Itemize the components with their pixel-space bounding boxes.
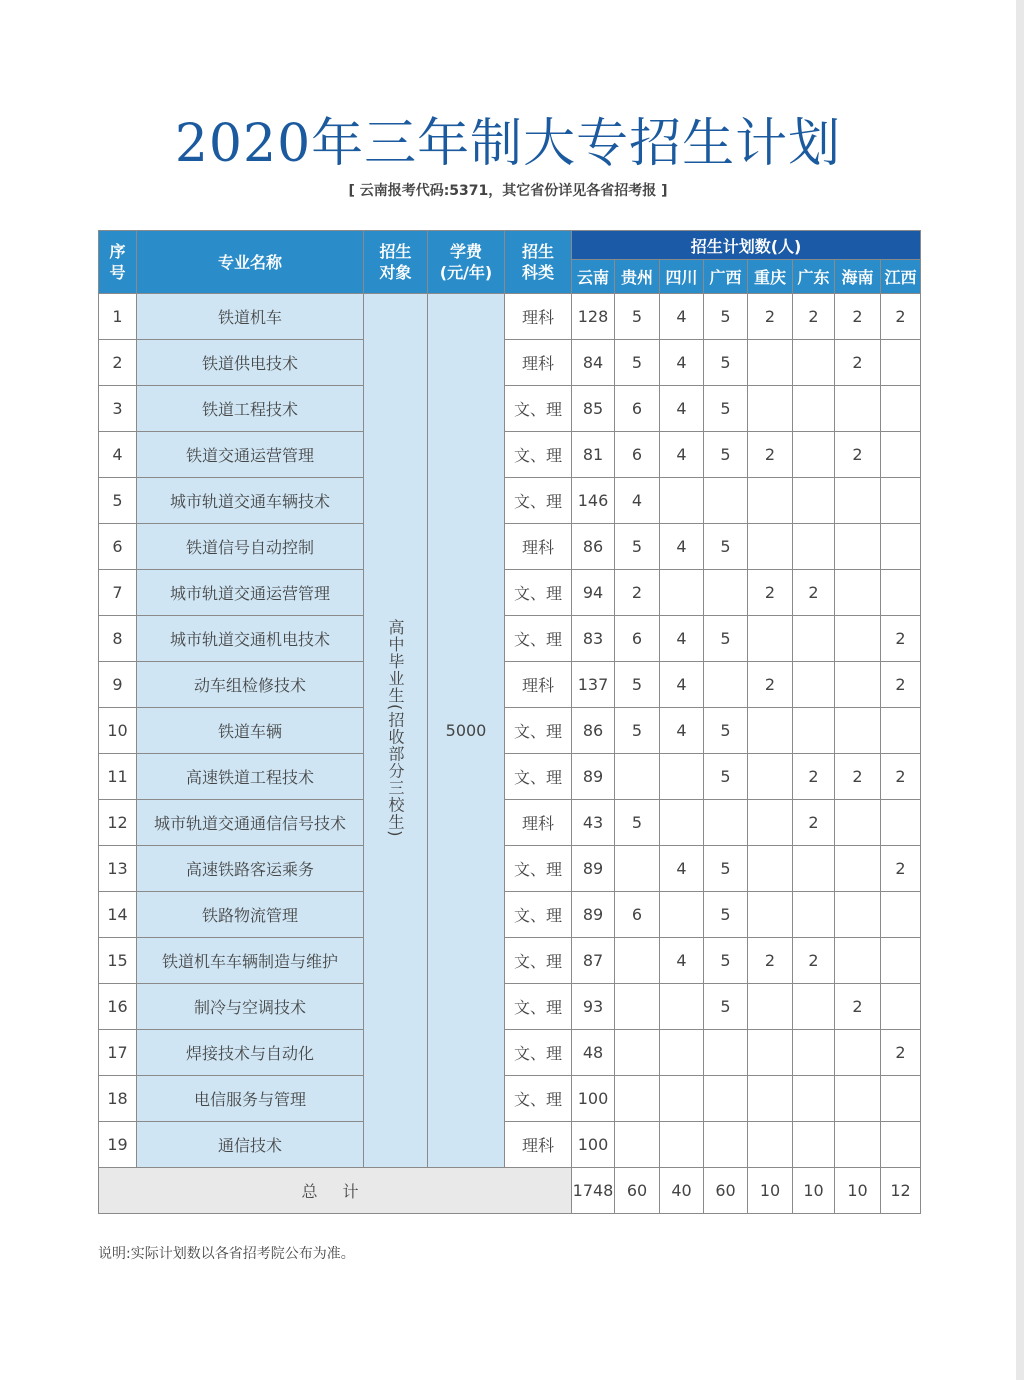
subject-category: 文、理	[505, 892, 572, 938]
plan-count	[660, 570, 704, 616]
row-number: 4	[99, 432, 137, 478]
major-name: 铁路物流管理	[137, 892, 364, 938]
plan-count: 5	[704, 708, 748, 754]
major-name: 高速铁路客运乘务	[137, 846, 364, 892]
plan-count	[881, 938, 921, 984]
header-province: 广东	[793, 260, 835, 294]
plan-count	[615, 1076, 660, 1122]
plan-count	[748, 340, 793, 386]
row-number: 5	[99, 478, 137, 524]
row-number: 13	[99, 846, 137, 892]
row-number: 9	[99, 662, 137, 708]
table-row	[99, 1122, 921, 1168]
plan-count	[660, 800, 704, 846]
plan-count: 5	[704, 294, 748, 340]
plan-count: 2	[793, 800, 835, 846]
plan-count: 6	[615, 386, 660, 432]
plan-count: 89	[572, 846, 615, 892]
row-number: 2	[99, 340, 137, 386]
major-name: 通信技术	[137, 1122, 364, 1168]
footnote: 说明:实际计划数以各省招考院公布为准。	[98, 1246, 355, 1262]
plan-count: 4	[660, 432, 704, 478]
subject-category: 文、理	[505, 938, 572, 984]
plan-count	[835, 1076, 881, 1122]
plan-count: 85	[572, 386, 615, 432]
subject-category: 理科	[505, 800, 572, 846]
plan-count: 5	[704, 938, 748, 984]
plan-count	[835, 524, 881, 570]
plan-count: 2	[881, 662, 921, 708]
plan-count: 100	[572, 1122, 615, 1168]
plan-count: 5	[615, 800, 660, 846]
plan-count	[660, 754, 704, 800]
plan-count	[881, 708, 921, 754]
plan-count: 5	[615, 340, 660, 386]
subject-category: 文、理	[505, 478, 572, 524]
plan-count: 2	[835, 340, 881, 386]
plan-count: 2	[748, 432, 793, 478]
subject-category: 文、理	[505, 616, 572, 662]
plan-count	[881, 1076, 921, 1122]
plan-count	[615, 1030, 660, 1076]
plan-count	[704, 662, 748, 708]
tuition-fee: 5000	[428, 294, 505, 1168]
plan-count	[793, 340, 835, 386]
plan-count	[660, 1030, 704, 1076]
plan-count: 87	[572, 938, 615, 984]
plan-count: 86	[572, 524, 615, 570]
plan-count	[835, 892, 881, 938]
subject-category: 文、理	[505, 1076, 572, 1122]
subject-category: 文、理	[505, 386, 572, 432]
plan-count: 4	[660, 524, 704, 570]
major-name: 城市轨道交通车辆技术	[137, 478, 364, 524]
plan-count	[748, 524, 793, 570]
major-name: 铁道机车车辆制造与维护	[137, 938, 364, 984]
plan-count	[748, 892, 793, 938]
subject-category: 文、理	[505, 570, 572, 616]
table-row	[99, 524, 921, 570]
header-province: 江西	[881, 260, 921, 294]
major-name: 电信服务与管理	[137, 1076, 364, 1122]
subject-category: 理科	[505, 524, 572, 570]
table-row	[99, 662, 921, 708]
table-row	[99, 1030, 921, 1076]
header-province: 广西	[704, 260, 748, 294]
total-count: 12	[881, 1168, 921, 1214]
plan-count	[881, 570, 921, 616]
plan-count: 5	[704, 754, 748, 800]
plan-count	[615, 1122, 660, 1168]
total-count: 40	[660, 1168, 704, 1214]
plan-count	[793, 892, 835, 938]
plan-count	[881, 386, 921, 432]
row-number: 1	[99, 294, 137, 340]
plan-count	[704, 1076, 748, 1122]
plan-count: 2	[793, 570, 835, 616]
subject-category: 文、理	[505, 984, 572, 1030]
table-row	[99, 754, 921, 800]
table-row	[99, 432, 921, 478]
subject-category: 文、理	[505, 432, 572, 478]
header-plan-group: 招生计划数(人)	[572, 231, 921, 260]
plan-count: 5	[704, 892, 748, 938]
plan-count: 6	[615, 616, 660, 662]
plan-count: 6	[615, 892, 660, 938]
subject-category: 理科	[505, 294, 572, 340]
plan-count	[660, 1076, 704, 1122]
plan-count	[793, 708, 835, 754]
header-fee: 学费 (元/年)	[428, 231, 505, 294]
plan-count: 4	[660, 340, 704, 386]
header-category: 招生 科类	[505, 231, 572, 294]
plan-count	[835, 616, 881, 662]
plan-count: 94	[572, 570, 615, 616]
major-name: 铁道车辆	[137, 708, 364, 754]
plan-count	[748, 386, 793, 432]
row-number: 7	[99, 570, 137, 616]
page-title: 2020年三年制大专招生计划	[174, 114, 842, 174]
table-row	[99, 386, 921, 432]
major-name: 高速铁道工程技术	[137, 754, 364, 800]
plan-count	[748, 708, 793, 754]
plan-count: 4	[660, 708, 704, 754]
major-name: 铁道信号自动控制	[137, 524, 364, 570]
total-count: 60	[615, 1168, 660, 1214]
plan-count	[835, 662, 881, 708]
page-edge	[1016, 0, 1024, 1380]
plan-count	[615, 938, 660, 984]
plan-count	[704, 570, 748, 616]
plan-count: 84	[572, 340, 615, 386]
subject-category: 理科	[505, 340, 572, 386]
header-province: 云南	[572, 260, 615, 294]
plan-count: 4	[660, 846, 704, 892]
plan-count: 2	[881, 1030, 921, 1076]
major-name: 焊接技术与自动化	[137, 1030, 364, 1076]
row-number: 16	[99, 984, 137, 1030]
plan-count: 86	[572, 708, 615, 754]
table-row	[99, 984, 921, 1030]
plan-count	[793, 984, 835, 1030]
row-number: 11	[99, 754, 137, 800]
plan-count	[835, 846, 881, 892]
header-province: 四川	[660, 260, 704, 294]
total-row	[99, 1168, 921, 1214]
plan-count	[881, 892, 921, 938]
table-row	[99, 1076, 921, 1122]
plan-count	[881, 800, 921, 846]
plan-count	[748, 754, 793, 800]
table-row	[99, 340, 921, 386]
plan-count	[748, 478, 793, 524]
plan-count: 100	[572, 1076, 615, 1122]
plan-count	[748, 1030, 793, 1076]
plan-count: 146	[572, 478, 615, 524]
plan-count: 5	[615, 524, 660, 570]
plan-count: 2	[835, 432, 881, 478]
plan-count: 5	[704, 846, 748, 892]
plan-count	[660, 478, 704, 524]
plan-count: 4	[660, 616, 704, 662]
plan-count	[793, 616, 835, 662]
plan-count: 2	[748, 938, 793, 984]
plan-count	[835, 938, 881, 984]
header-province: 海南	[835, 260, 881, 294]
plan-count: 5	[615, 662, 660, 708]
row-number: 10	[99, 708, 137, 754]
total-count: 60	[704, 1168, 748, 1214]
table-row	[99, 892, 921, 938]
plan-count	[793, 1030, 835, 1076]
plan-count: 2	[748, 662, 793, 708]
table-row	[99, 708, 921, 754]
table-row	[99, 800, 921, 846]
plan-count	[748, 800, 793, 846]
total-label: 总 计	[99, 1168, 572, 1214]
row-number: 18	[99, 1076, 137, 1122]
plan-count	[660, 892, 704, 938]
total-count: 10	[835, 1168, 881, 1214]
plan-count	[748, 1122, 793, 1168]
header-province: 贵州	[615, 260, 660, 294]
table-row	[99, 294, 921, 340]
plan-count: 43	[572, 800, 615, 846]
plan-count: 93	[572, 984, 615, 1030]
plan-count: 5	[704, 524, 748, 570]
plan-count	[881, 478, 921, 524]
plan-count: 137	[572, 662, 615, 708]
plan-count	[835, 478, 881, 524]
header-seq: 序 号	[99, 231, 137, 294]
enrollment-plan-table	[98, 230, 921, 1214]
plan-count: 6	[615, 432, 660, 478]
plan-count	[793, 1076, 835, 1122]
plan-count	[748, 616, 793, 662]
plan-count	[615, 846, 660, 892]
plan-count	[704, 1030, 748, 1076]
row-number: 19	[99, 1122, 137, 1168]
plan-count: 2	[793, 938, 835, 984]
row-number: 14	[99, 892, 137, 938]
plan-count	[793, 1122, 835, 1168]
plan-count: 2	[881, 616, 921, 662]
major-name: 城市轨道交通运营管理	[137, 570, 364, 616]
table-row	[99, 478, 921, 524]
row-number: 8	[99, 616, 137, 662]
plan-count	[660, 1122, 704, 1168]
plan-count	[793, 846, 835, 892]
plan-count	[793, 432, 835, 478]
plan-count: 4	[660, 662, 704, 708]
plan-count: 5	[615, 708, 660, 754]
plan-count	[835, 708, 881, 754]
plan-count	[835, 1122, 881, 1168]
plan-count	[881, 984, 921, 1030]
table-row	[99, 570, 921, 616]
plan-count: 5	[704, 432, 748, 478]
plan-count: 2	[835, 754, 881, 800]
plan-count	[660, 984, 704, 1030]
plan-count	[835, 386, 881, 432]
row-number: 15	[99, 938, 137, 984]
plan-count: 2	[881, 294, 921, 340]
header-major: 专业名称	[137, 231, 364, 294]
page-subtitle: [ 云南报考代码:5371，其它省份详见各省招考报 ]	[348, 183, 668, 199]
plan-count: 4	[660, 386, 704, 432]
total-count: 10	[793, 1168, 835, 1214]
plan-count	[748, 846, 793, 892]
subject-category: 理科	[505, 1122, 572, 1168]
plan-count	[615, 984, 660, 1030]
table-row	[99, 846, 921, 892]
row-number: 12	[99, 800, 137, 846]
plan-count	[793, 524, 835, 570]
plan-count: 5	[704, 616, 748, 662]
plan-count: 81	[572, 432, 615, 478]
plan-count	[615, 754, 660, 800]
plan-count: 2	[615, 570, 660, 616]
major-name: 制冷与空调技术	[137, 984, 364, 1030]
plan-count: 4	[660, 294, 704, 340]
total-count: 1748	[572, 1168, 615, 1214]
plan-count: 4	[660, 938, 704, 984]
plan-count: 128	[572, 294, 615, 340]
header-target: 招生 对象	[364, 231, 428, 294]
plan-count: 4	[615, 478, 660, 524]
row-number: 6	[99, 524, 137, 570]
plan-count	[881, 340, 921, 386]
subject-category: 理科	[505, 662, 572, 708]
plan-count	[748, 1076, 793, 1122]
plan-count: 2	[835, 294, 881, 340]
plan-count	[881, 524, 921, 570]
subject-category: 文、理	[505, 754, 572, 800]
plan-count	[835, 1030, 881, 1076]
plan-count: 89	[572, 754, 615, 800]
plan-count: 5	[704, 984, 748, 1030]
plan-count	[793, 478, 835, 524]
plan-count	[793, 386, 835, 432]
plan-count: 2	[793, 754, 835, 800]
plan-count: 2	[793, 294, 835, 340]
plan-count: 83	[572, 616, 615, 662]
subject-category: 文、理	[505, 708, 572, 754]
subject-category: 文、理	[505, 1030, 572, 1076]
plan-count: 5	[704, 340, 748, 386]
header-province: 重庆	[748, 260, 793, 294]
plan-count: 2	[748, 570, 793, 616]
plan-count: 5	[615, 294, 660, 340]
plan-count	[793, 662, 835, 708]
major-name: 铁道供电技术	[137, 340, 364, 386]
plan-count: 2	[881, 754, 921, 800]
major-name: 城市轨道交通通信信号技术	[137, 800, 364, 846]
table-row	[99, 938, 921, 984]
plan-count	[704, 1122, 748, 1168]
subject-category: 文、理	[505, 846, 572, 892]
plan-count	[835, 570, 881, 616]
major-name: 城市轨道交通机电技术	[137, 616, 364, 662]
enrollment-target-text: 高中毕业生(招收部分三校生)	[386, 619, 405, 838]
plan-count	[748, 984, 793, 1030]
plan-count: 89	[572, 892, 615, 938]
row-number: 3	[99, 386, 137, 432]
major-name: 铁道工程技术	[137, 386, 364, 432]
plan-count: 2	[881, 846, 921, 892]
plan-count: 2	[748, 294, 793, 340]
plan-count	[881, 432, 921, 478]
major-name: 铁道交通运营管理	[137, 432, 364, 478]
plan-count: 5	[704, 386, 748, 432]
plan-count	[835, 800, 881, 846]
plan-count: 2	[835, 984, 881, 1030]
plan-count	[704, 800, 748, 846]
row-number: 17	[99, 1030, 137, 1076]
major-name: 铁道机车	[137, 294, 364, 340]
plan-count: 48	[572, 1030, 615, 1076]
total-count: 10	[748, 1168, 793, 1214]
table-row	[99, 616, 921, 662]
plan-count	[881, 1122, 921, 1168]
major-name: 动车组检修技术	[137, 662, 364, 708]
enrollment-target	[364, 294, 428, 1168]
plan-count	[704, 478, 748, 524]
